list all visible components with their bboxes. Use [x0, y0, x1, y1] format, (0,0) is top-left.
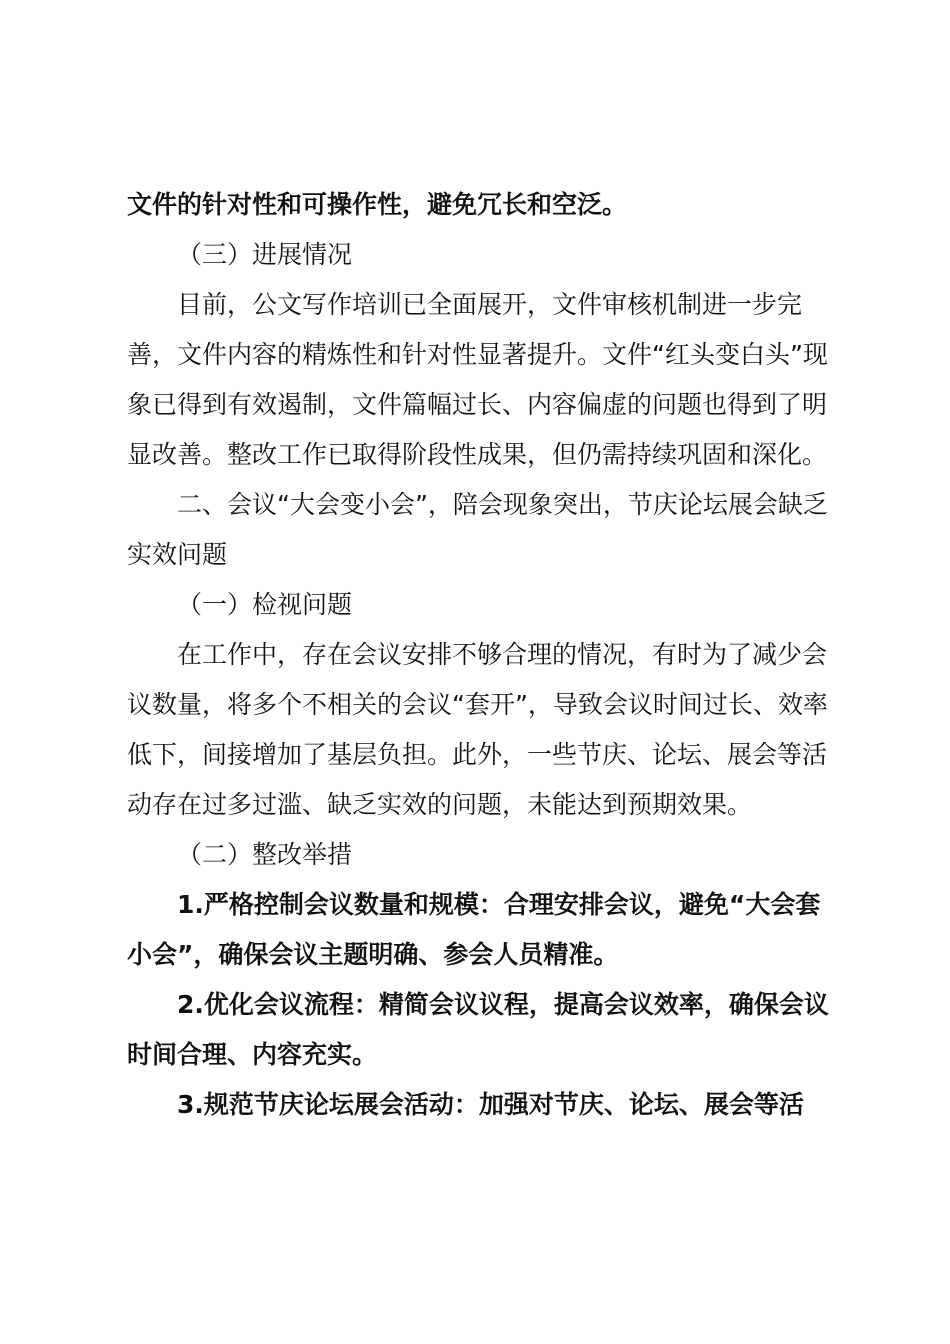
document-body: [127, 180, 833, 1130]
measure-item-3: 3.规范节庆论坛展会活动：加强对节庆、论坛、展会等活: [177, 1090, 804, 1119]
paragraph-progress-first-line: 目前，公文写作培训已全面展开，文件审核机制进一步完: [177, 290, 803, 319]
heading-progress: （三）进展情况: [177, 240, 353, 269]
paragraph-progress-rest: 善，文件内容的精炼性和针对性显著提升。文件“红头变白头”现象已得到有效遏制，文件篇幅过长、内容偏虚的问题也得到了明显改善。整改工作已取得阶段性成果，但仍需持续巩固和深化。: [127, 340, 828, 469]
paragraph-continuation: 文件的针对性和可操作性，避免冗长和空泛。: [127, 190, 628, 219]
heading-review-issues: （一）检视问题: [177, 590, 353, 619]
paragraph-review-issues: 在工作中，存在会议安排不够合理的情况，有时为了减少会议数量，将多个不相关的会议“套开”，导致会议时间过长、效率低下，间接增加了基层负担。此外，一些节庆、论坛、展会等活动存在过多过滥、缺乏实效的问题，未能达到预期效果。: [127, 640, 828, 819]
section-heading-meetings: 二、会议“大会变小会”，陪会现象突出，节庆论坛展会缺乏实效问题: [127, 490, 828, 569]
measure-item-1: 1.严格控制会议数量和规模：合理安排会议，避免“大会套小会”，确保会议主题明确、参会人员精准。: [127, 890, 821, 969]
paragraph-progress-body: [127, 280, 833, 480]
heading-rectification-measures: （二）整改举措: [177, 840, 353, 869]
measure-item-2: 2.优化会议流程：精简会议议程，提高会议效率，确保会议时间合理、内容充实。: [127, 990, 829, 1069]
